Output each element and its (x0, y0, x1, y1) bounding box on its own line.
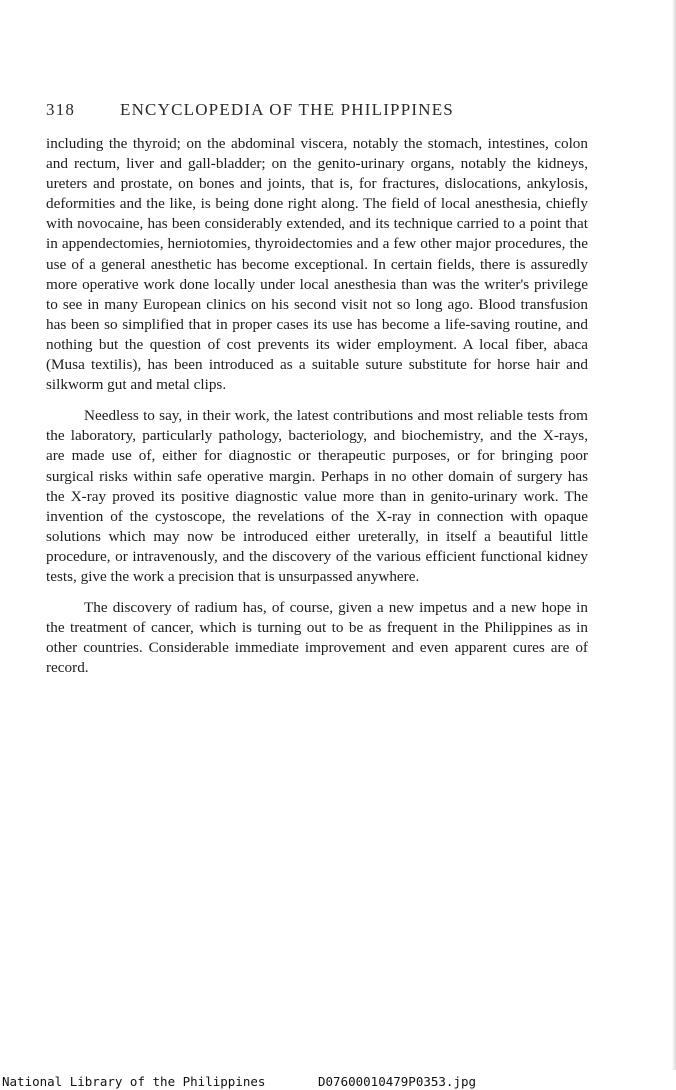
scan-footer (0, 1073, 676, 1090)
document-page (46, 100, 588, 678)
body-paragraph-1: including the thyroid; on the abdominal viscera, notably the stomach, intestines, colon and rectum, liver and gall-bladder; on the genito-urinary organs, notably the kidneys, ureters and prostate, on bones and joints, that is, for fractures, dislocations, ankylosis, deformities and the like, is being done right along. The field of local anesthesia, chiefly with novocaine, has been considerably extended, and its technique carried to a point that in appendectomies, herniotomies, thyroidectomies and a few other major procedures, the use of a general anesthetic has become exceptional. In certain fields, there is assuredly more operative work done locally under local anesthesia than was the writer's privilege to see in many European clinics on his second visit not so long ago. Blood transfusion has been so simplified that in proper cases its use has become a life-saving routine, and nothing but the question of cost prevents its wider employment. A local fiber, abaca (Musa textilis), has been introduced as a suitable suture substitute for horse hair and silkworm gut and metal clips. (46, 135, 588, 394)
footer-filename: D07600010479P0353.jpg (318, 1074, 477, 1089)
running-title: ENCYCLOPEDIA OF THE PHILIPPINES (120, 100, 454, 119)
body-paragraph-2: Needless to say, in their work, the latest contributions and most reliable tests from the laboratory, particularly pathology, bacteriology, and biochemistry, and the X-rays, are made use of, either for diagnostic or therapeutic purposes, or for bringing poor surgical risks within safe operative margin. Perhaps in no other domain of surgery has the X-ray proved its positive diagnostic value more than in genito-urinary work. The invention of the cystoscope, the revelations of the X-ray in connection with opaque solutions which may now be introduced either ureterally, in itself a beautiful little procedure, or intravenously, and the discovery of the various efficient functional kidney tests, give the work a precision that is unsurpassed anywhere. (46, 407, 588, 585)
page-edge-shadow (672, 0, 676, 1070)
footer-library-name: National Library of the Philippines (2, 1074, 266, 1089)
running-header (46, 100, 588, 120)
body-paragraph-3: The discovery of radium has, of course, given a new impetus and a new hope in the treatment of cancer, which is turning out to be as frequent in the Philippines as in other countries. Considerable immediate improvement and even apparent cures are of record. (46, 599, 588, 677)
page-number: 318 (46, 100, 76, 119)
